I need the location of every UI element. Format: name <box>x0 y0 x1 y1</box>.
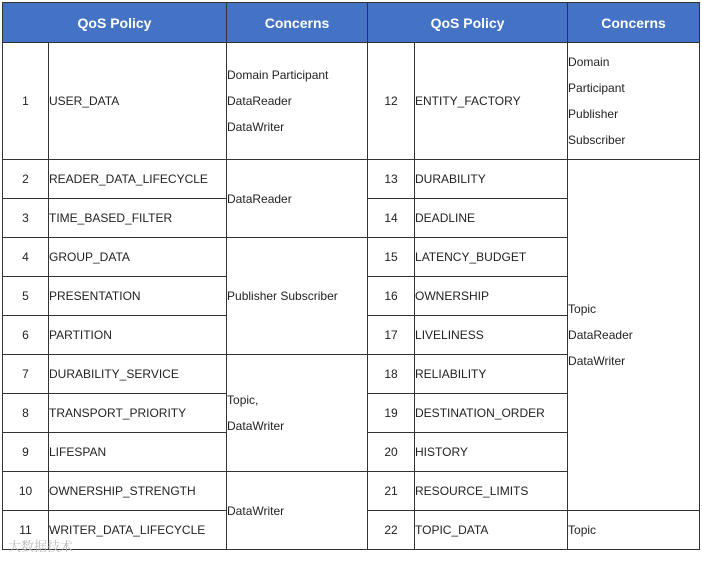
policy-number: 16 <box>368 277 415 316</box>
policy-number: 2 <box>3 160 49 199</box>
policy-name: DURABILITY_SERVICE <box>49 355 227 394</box>
policy-number: 21 <box>368 472 415 511</box>
policy-name: WRITER_DATA_LIFECYCLE <box>49 511 227 550</box>
policy-name: ENTITY_FACTORY <box>415 43 568 160</box>
policy-number: 11 <box>3 511 49 550</box>
policy-name: TIME_BASED_FILTER <box>49 199 227 238</box>
concern-entry: Subscriber <box>568 133 626 147</box>
concern-entry: DataWriter <box>568 354 626 368</box>
policy-name: OWNERSHIP_STRENGTH <box>49 472 227 511</box>
policy-name: OWNERSHIP <box>415 277 568 316</box>
policy-number: 9 <box>3 433 49 472</box>
concern-entry: Topic, <box>227 393 259 407</box>
concerns-cell <box>227 43 368 160</box>
concern-entry: DataReader <box>568 328 633 342</box>
watermark: 大数据技术 <box>8 539 74 554</box>
concern-entry: DataWriter <box>227 120 285 134</box>
concern-entry: Topic <box>568 523 597 537</box>
concern-entry: DataReader <box>227 94 292 108</box>
policy-number: 20 <box>368 433 415 472</box>
policy-name: DURABILITY <box>415 160 568 199</box>
policy-name: LATENCY_BUDGET <box>415 238 568 277</box>
header-qos-policy-right: QoS Policy <box>368 3 568 43</box>
policy-number: 3 <box>3 199 49 238</box>
concern-entry: DataReader <box>227 191 292 206</box>
policy-number: 18 <box>368 355 415 394</box>
concern-entry: Domain Participant <box>227 68 329 82</box>
policy-name: RELIABILITY <box>415 355 568 394</box>
policy-number: 6 <box>3 316 49 355</box>
header-row <box>3 3 700 43</box>
concern-entry: Domain <box>568 55 610 69</box>
policy-name: GROUP_DATA <box>49 238 227 277</box>
policy-number: 7 <box>3 355 49 394</box>
qos-policy-table <box>2 2 700 550</box>
policy-number: 22 <box>368 511 415 550</box>
policy-number: 1 <box>3 43 49 160</box>
header-concerns-left: Concerns <box>227 3 368 43</box>
concern-entry: DataWriter <box>227 503 285 518</box>
policy-name: RESOURCE_LIMITS <box>415 472 568 511</box>
policy-number: 17 <box>368 316 415 355</box>
policy-name: LIFESPAN <box>49 433 227 472</box>
policy-number: 4 <box>3 238 49 277</box>
policy-name: TRANSPORT_PRIORITY <box>49 394 227 433</box>
policy-number: 19 <box>368 394 415 433</box>
policy-name: USER_DATA <box>49 43 227 160</box>
policy-name: LIVELINESS <box>415 316 568 355</box>
concerns-cell <box>227 238 368 355</box>
policy-name: TOPIC_DATA <box>415 511 568 550</box>
policy-number: 13 <box>368 160 415 199</box>
concern-entry: Publisher <box>568 107 619 121</box>
header-concerns-right: Concerns <box>568 3 700 43</box>
concerns-cell <box>568 160 700 511</box>
concerns-cell <box>568 511 700 550</box>
concern-entry: Publisher Subscriber <box>227 289 338 303</box>
concern-entry: Topic <box>568 302 597 316</box>
header-qos-policy-left: QoS Policy <box>3 3 227 43</box>
concern-entry: DataWriter <box>227 419 285 433</box>
policy-name: DESTINATION_ORDER <box>415 394 568 433</box>
concern-entry: Participant <box>568 81 625 95</box>
concerns-cell <box>227 355 368 472</box>
policy-number: 10 <box>3 472 49 511</box>
policy-name: HISTORY <box>415 433 568 472</box>
policy-name: DEADLINE <box>415 199 568 238</box>
policy-number: 5 <box>3 277 49 316</box>
policy-name: READER_DATA_LIFECYCLE <box>49 160 227 199</box>
policy-number: 14 <box>368 199 415 238</box>
concerns-cell <box>227 472 368 550</box>
policy-number: 15 <box>368 238 415 277</box>
table-row <box>3 160 700 199</box>
concerns-cell <box>568 43 700 160</box>
concerns-cell <box>227 160 368 238</box>
policy-number: 8 <box>3 394 49 433</box>
policy-name: PARTITION <box>49 316 227 355</box>
policy-name: PRESENTATION <box>49 277 227 316</box>
policy-number: 12 <box>368 43 415 160</box>
table-row <box>3 43 700 160</box>
